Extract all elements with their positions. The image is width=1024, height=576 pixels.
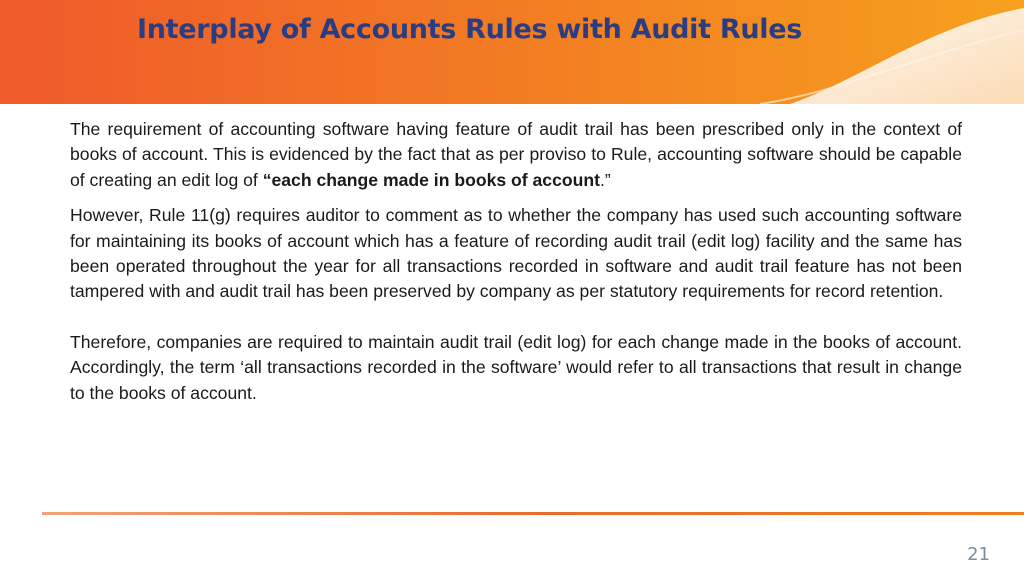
slide-title: Interplay of Accounts Rules with Audit Rules [137, 14, 802, 45]
paragraph-rule-11g: However, Rule 11(g) requires auditor to comment as to whether the company has used such accounting software for maintaining its books of account which has a feature of recording audit trail (edit log) facility and the same has been operated throughout the year for all transactions recorded in software and audit trail feature has not been tampered with and audit trail has been preserved by company as per statutory requirements for record retention. [70, 205, 962, 302]
page-number: 21 [967, 544, 990, 565]
footer-divider [42, 512, 1024, 515]
paragraph-conclusion: Therefore, companies are required to maintain audit trail (edit log) for each change made in the books of account. Accordingly, the term ‘all transactions recorded in the software’ would refer to all transactions that result in change to the books of account. [70, 331, 962, 403]
slide-body [70, 117, 962, 406]
paragraph-text: The requirement of accounting software having feature of audit trail has been prescribed only in the context of books of account. This is evidenced by the fact that as per proviso to Rule, accounting software should be capable of creating an edit log of [70, 119, 962, 190]
paragraph-text-end: .” [599, 169, 611, 190]
emphasized-quote: “each change made in books of account [262, 169, 600, 190]
header-banner [0, 0, 1024, 104]
paragraph-audit-trail-requirement [70, 117, 962, 193]
